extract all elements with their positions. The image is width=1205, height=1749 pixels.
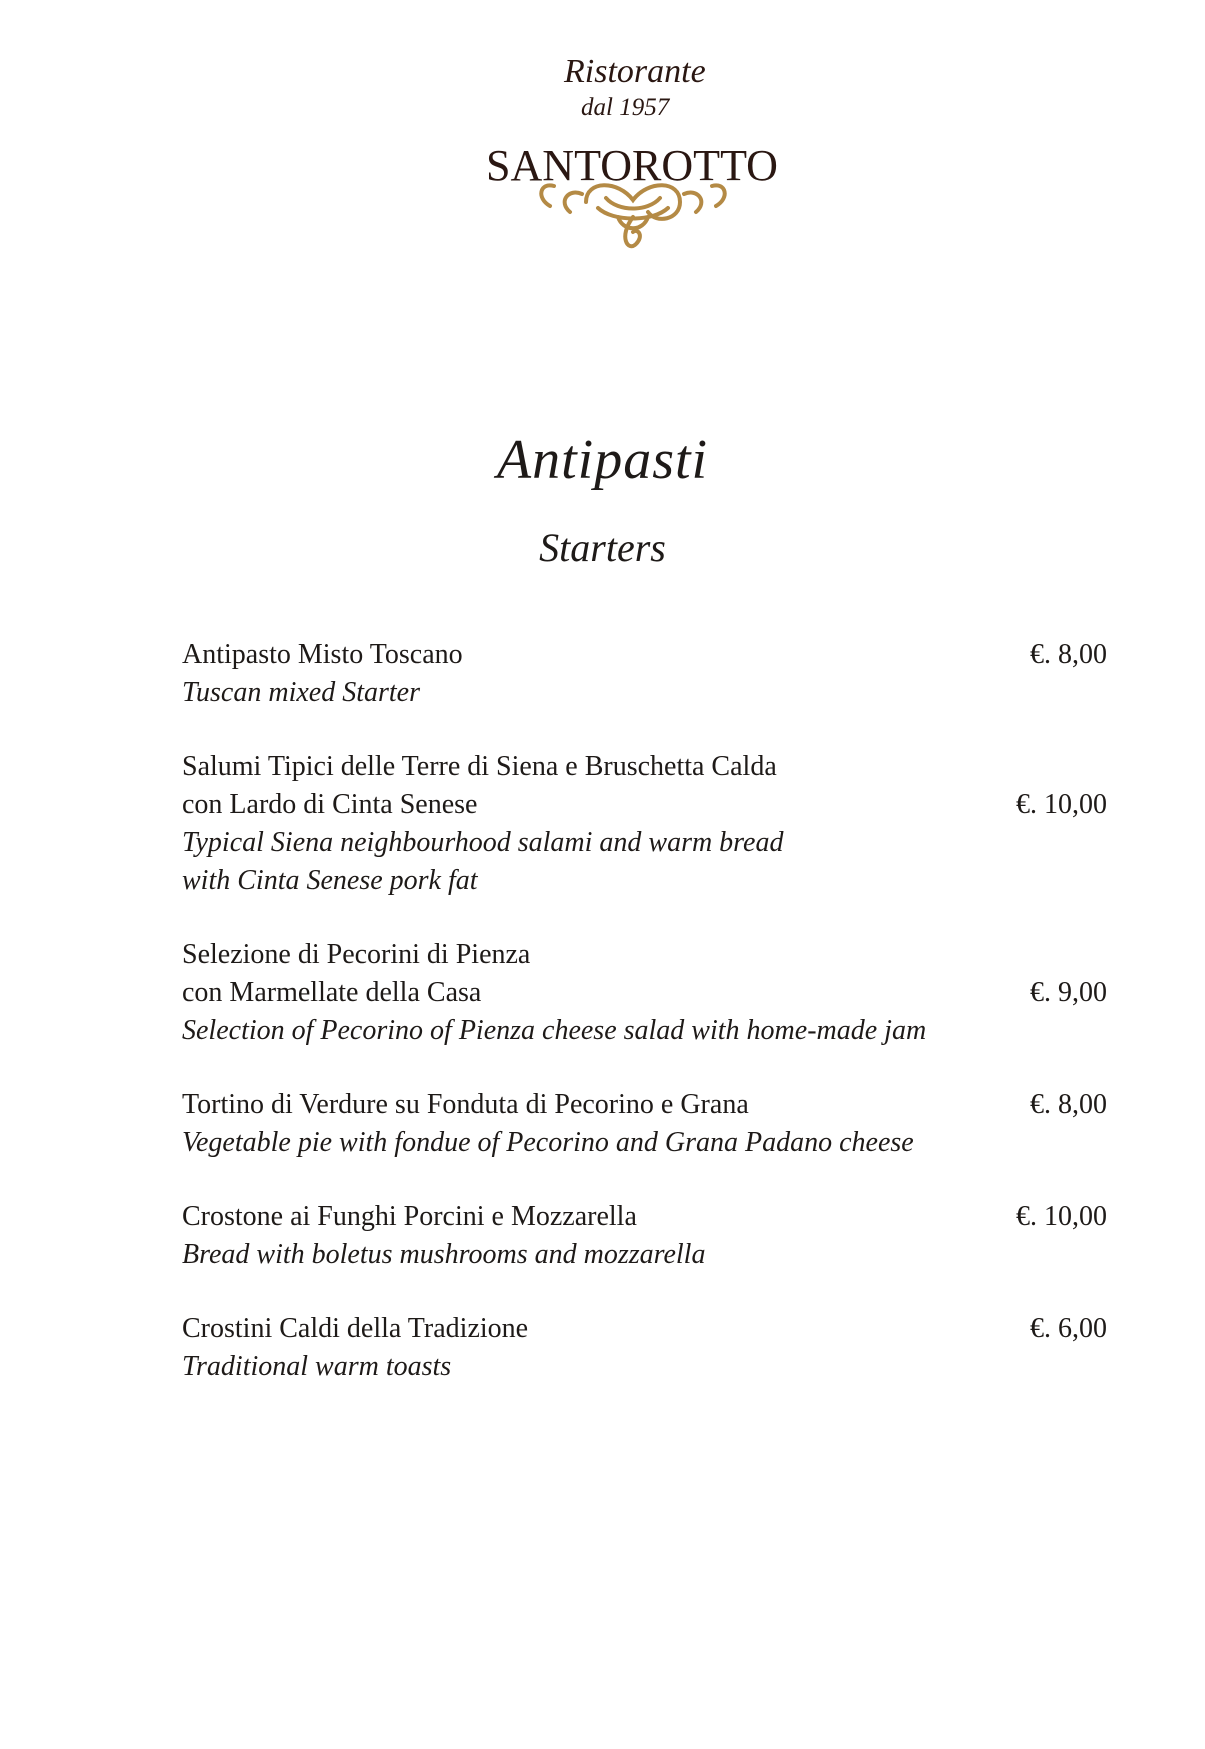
dish-price: €. 6,00 — [1030, 1313, 1107, 1344]
dish-translation: Selection of Pecorino of Pienza cheese salad with home-made jam — [182, 1015, 927, 1046]
dish-price: €. 9,00 — [1030, 977, 1107, 1008]
restaurant-logo — [478, 52, 788, 252]
menu-item — [182, 1310, 1107, 1386]
dish-price: €. 8,00 — [1030, 1089, 1107, 1120]
dish-name: Crostone ai Funghi Porcini e Mozzarella — [182, 1201, 637, 1232]
ornament-icon — [541, 185, 724, 246]
dish-translation: Traditional warm toasts — [182, 1351, 452, 1382]
dish-name: Salumi Tipici delle Terre di Siena e Bruschetta Calda — [182, 751, 777, 782]
dish-name: Selezione di Pecorini di Pienza — [182, 939, 531, 970]
dish-name: Crostini Caldi della Tradizione — [182, 1313, 529, 1344]
dish-name: con Marmellate della Casa — [182, 977, 482, 1008]
section-subtitle: Starters — [539, 525, 666, 570]
dish-translation: with Cinta Senese pork fat — [182, 865, 478, 896]
dish-price: €. 10,00 — [1016, 789, 1107, 820]
section-title: Antipasti — [496, 429, 709, 491]
dish-name: Antipasto Misto Toscano — [182, 639, 463, 670]
dish-price: €. 8,00 — [1030, 639, 1107, 670]
menu-item — [182, 748, 1107, 900]
menu-item — [182, 936, 1107, 1050]
dish-translation: Bread with boletus mushrooms and mozzarella — [182, 1239, 706, 1270]
dish-translation: Typical Siena neighbourhood salami and warm bread — [182, 827, 784, 858]
dish-name: con Lardo di Cinta Senese — [182, 789, 478, 820]
dish-translation: Vegetable pie with fondue of Pecorino and Grana Padano cheese — [182, 1127, 914, 1158]
menu-item — [182, 1086, 1107, 1162]
menu-list — [182, 636, 1107, 1422]
menu-item — [182, 1198, 1107, 1274]
logo-year: dal 1957 — [581, 94, 670, 121]
dish-name: Tortino di Verdure su Fonduta di Pecorino e Grana — [182, 1089, 749, 1120]
logo-name: SANTOROTTO — [486, 141, 778, 190]
logo-tagline: Ristorante — [564, 53, 706, 90]
dish-translation: Tuscan mixed Starter — [182, 677, 420, 708]
menu-item — [182, 636, 1107, 712]
dish-price: €. 10,00 — [1016, 1201, 1107, 1232]
